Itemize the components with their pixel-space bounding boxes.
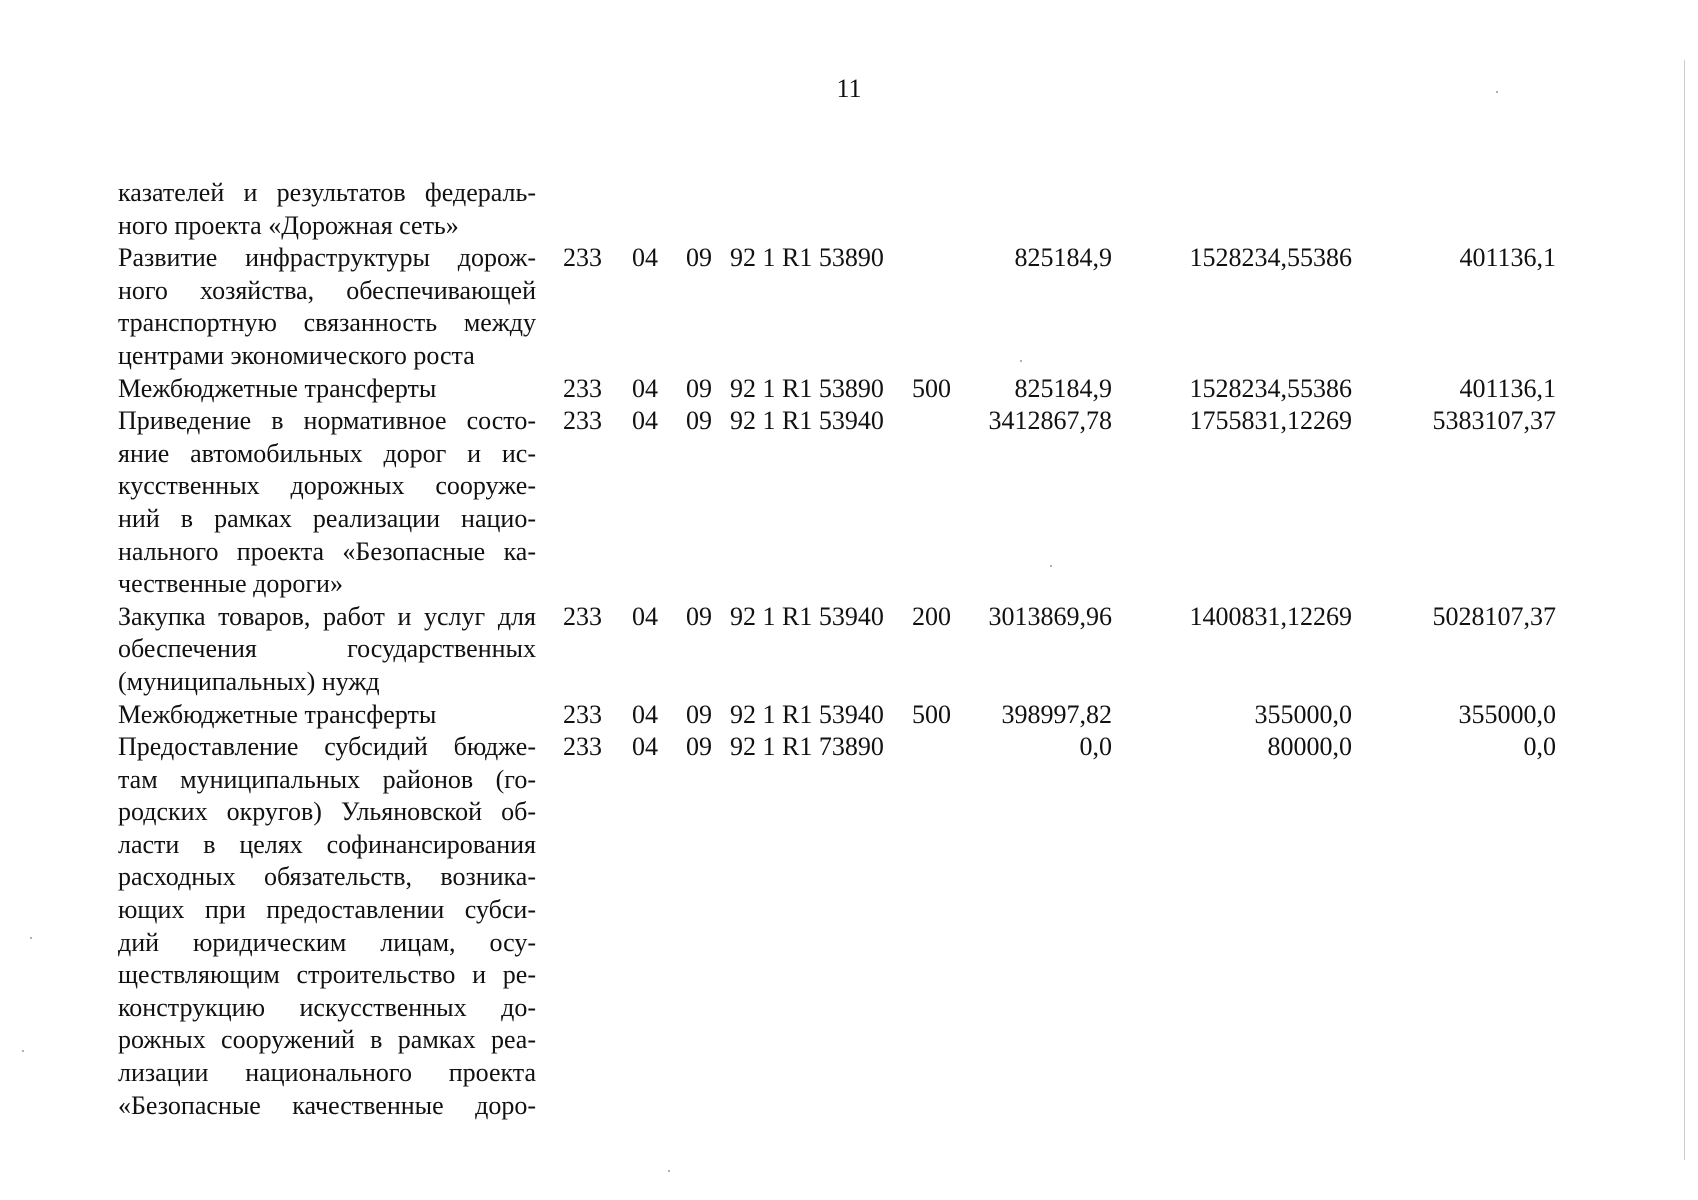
scan-speck: [1496, 91, 1498, 93]
expense-type-code: [912, 731, 976, 1122]
amount-year-1: 398997,82: [1001, 699, 1112, 729]
amount-year-1: 825184,9: [1014, 373, 1112, 403]
section-code: 04: [632, 699, 658, 729]
table-row: [118, 601, 1556, 699]
section-code: 04: [632, 601, 658, 631]
expense-name-line: рожных сооружений в рамках реа-: [118, 1025, 536, 1055]
target-article-code: 92 1 R1 53890: [730, 243, 884, 273]
expense-name: [118, 242, 536, 372]
table-row: [118, 731, 1556, 1122]
expense-name-line: нального проекта «Безопасные ка-: [118, 536, 536, 566]
amount-year-2: 1755831,12269: [1189, 406, 1352, 436]
expense-name: [118, 731, 536, 1122]
expense-name-line: там муниципальных районов (го-: [118, 764, 536, 794]
expense-type-code: [912, 242, 976, 372]
amount-year-3: 5383107,37: [1432, 406, 1556, 436]
expense-name: [118, 177, 536, 242]
expense-name-line: конструкцию искусственных до-: [118, 992, 536, 1022]
budget-table: [118, 177, 1556, 1122]
expense-name-line: родских округов) Ульяновской об-: [118, 797, 536, 827]
table-row: [118, 699, 1556, 732]
grbs-code: [536, 177, 602, 242]
expense-type-code: [912, 405, 976, 601]
expense-name-line: Межбюджетные трансферты: [118, 699, 437, 729]
amount-year-2: 355000,0: [1254, 699, 1352, 729]
expense-name-line: «Безопасные качественные доро-: [118, 1090, 536, 1120]
expense-name-line: ющих при предоставлении субси-: [118, 895, 536, 925]
section-code: 04: [632, 406, 658, 436]
table-body: [118, 177, 1556, 1122]
scan-speck: [668, 1170, 670, 1172]
table-row: [118, 177, 1556, 242]
section-code: 04: [632, 243, 658, 273]
expense-name-line: чественные дороги»: [118, 569, 343, 599]
expense-name-line: ного проекта «Дорожная сеть»: [118, 210, 459, 240]
subsection-code: 09: [686, 373, 712, 403]
subsection-code: 09: [686, 406, 712, 436]
expense-type-code: 200: [912, 601, 951, 631]
amount-year-2: 80000,0: [1267, 732, 1352, 762]
target-article-code: 92 1 R1 53940: [730, 699, 884, 729]
amount-year-2: 1400831,12269: [1189, 601, 1352, 631]
expense-name: [118, 601, 536, 699]
expense-name-line: Межбюджетные трансферты: [118, 373, 437, 403]
scan-speck: [22, 1050, 24, 1052]
subsection-code: 09: [686, 732, 712, 762]
target-article-code: 92 1 R1 73890: [730, 732, 884, 762]
grbs-code: 233: [563, 601, 602, 631]
expense-name-line: центрами экономического роста: [118, 340, 475, 370]
expense-name-line: ний в рамках реализации нацио-: [118, 503, 536, 533]
expense-name-line: Закупка товаров, работ и услуг для: [118, 601, 536, 631]
expense-name-line: Развитие инфраструктуры дорож-: [118, 243, 536, 273]
table-row: [118, 373, 1556, 406]
page-number: 11: [836, 74, 862, 103]
target-article-code: 92 1 R1 53940: [730, 406, 884, 436]
expense-name-line: ласти в целях софинансирования: [118, 829, 536, 859]
expense-name: [118, 405, 536, 601]
subsection-code: 09: [686, 601, 712, 631]
expense-type-code: 500: [912, 373, 951, 403]
amount-year-1: [976, 177, 1112, 242]
expense-name-line: Предоставление субсидий бюдже-: [118, 732, 536, 762]
expense-name-line: лизации национального проекта: [118, 1058, 536, 1088]
grbs-code: 233: [563, 243, 602, 273]
table-row: [118, 242, 1556, 372]
amount-year-3: [1352, 177, 1556, 242]
subsection-code: 09: [686, 699, 712, 729]
section-code: 04: [632, 373, 658, 403]
expense-name: [118, 699, 536, 732]
amount-year-2: [1112, 177, 1352, 242]
amount-year-3: 5028107,37: [1432, 601, 1556, 631]
grbs-code: 233: [563, 373, 602, 403]
amount-year-2: 1528234,55386: [1189, 373, 1352, 403]
scan-speck: [1050, 565, 1052, 567]
subsection-code: [658, 177, 712, 242]
scan-speck: [1020, 360, 1022, 362]
expense-name-line: дий юридическим лицам, осу-: [118, 927, 536, 957]
scan-speck: [1684, 60, 1685, 1160]
expense-name-line: яние автомобильных дорог и ис-: [118, 438, 536, 468]
expense-name-line: обеспечения государственных: [118, 634, 536, 664]
expense-type-code: [912, 177, 976, 242]
amount-year-3: 401136,1: [1459, 373, 1556, 403]
expense-name: [118, 373, 536, 406]
amount-year-1: 825184,9: [1014, 243, 1112, 273]
amount-year-3: 0,0: [1523, 732, 1556, 762]
section-code: [602, 177, 658, 242]
amount-year-2: 1528234,55386: [1189, 243, 1352, 273]
section-code: 04: [632, 732, 658, 762]
grbs-code: 233: [563, 699, 602, 729]
expense-name-line: (муниципальных) нужд: [118, 666, 380, 696]
scan-speck: [30, 937, 32, 939]
expense-name-line: транспортную связанность между: [118, 308, 536, 338]
target-article-code: 92 1 R1 53940: [730, 601, 884, 631]
grbs-code: 233: [563, 406, 602, 436]
expense-name-line: кусственных дорожных сооруже-: [118, 471, 536, 501]
expense-name-line: Приведение в нормативное состо-: [118, 406, 536, 436]
target-article-code: [712, 177, 912, 242]
amount-year-1: 0,0: [1079, 732, 1112, 762]
amount-year-3: 355000,0: [1458, 699, 1556, 729]
expense-name-line: ществляющим строительство и ре-: [118, 960, 536, 990]
expense-name-line: казателей и результатов федераль-: [118, 178, 536, 207]
amount-year-3: 401136,1: [1459, 243, 1556, 273]
grbs-code: 233: [563, 732, 602, 762]
amount-year-1: 3412867,78: [988, 406, 1112, 436]
amount-year-1: 3013869,96: [988, 601, 1112, 631]
subsection-code: 09: [686, 243, 712, 273]
expense-name-line: расходных обязательств, возника-: [118, 862, 536, 892]
table-row: [118, 405, 1556, 601]
target-article-code: 92 1 R1 53890: [730, 373, 884, 403]
expense-type-code: 500: [912, 699, 951, 729]
expense-name-line: ного хозяйства, обеспечивающей: [118, 275, 536, 305]
